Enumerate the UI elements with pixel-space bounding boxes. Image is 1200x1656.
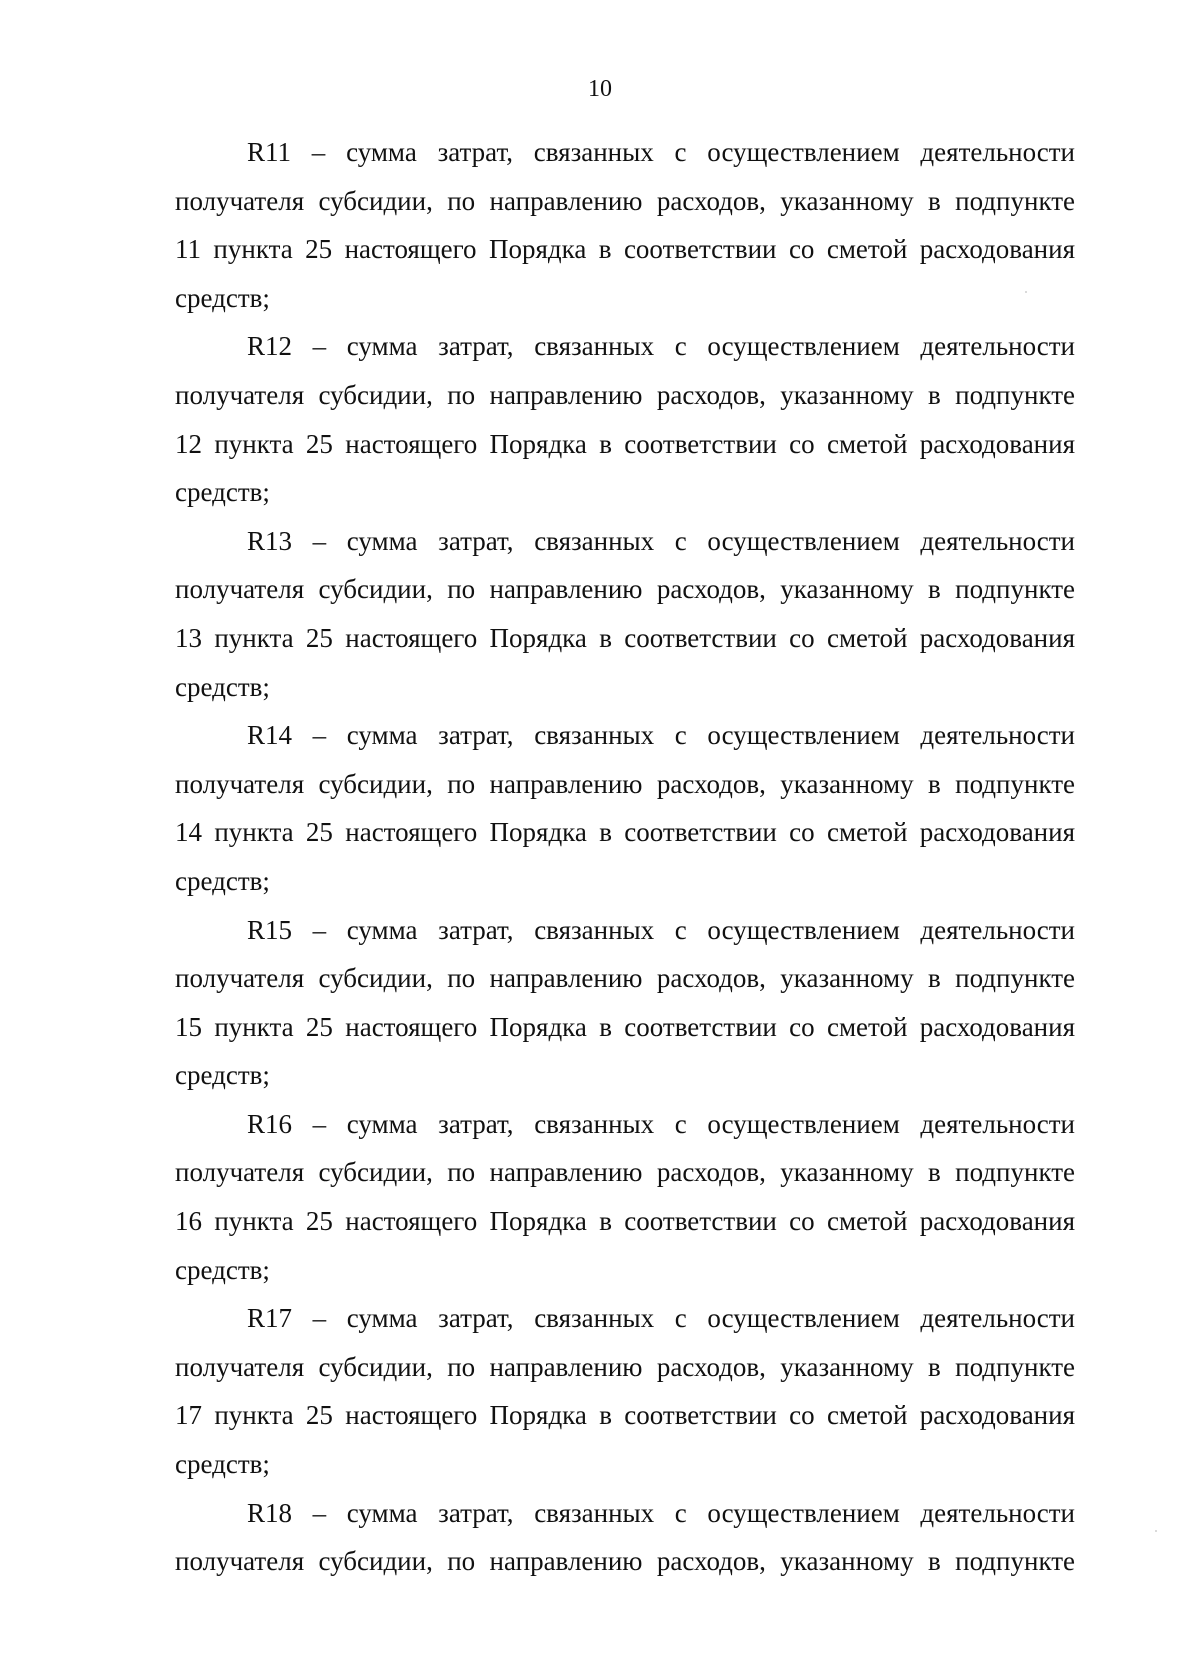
paragraph-r14 [175, 711, 1075, 905]
paragraph-line: получателя субсидии, по направлению расходов, указанному в подпункте [175, 574, 1075, 605]
paragraph-line: получателя субсидии, по направлению расходов, указанному в подпункте [175, 1546, 1075, 1577]
paragraph-first-line: R15 – сумма затрат, связанных с осуществлением деятельности [247, 914, 1075, 945]
paragraph-line: средств; [175, 1449, 270, 1480]
paragraph-r11 [175, 128, 1075, 322]
paragraph-first-line: R17 – сумма затрат, связанных с осуществлением деятельности [247, 1303, 1075, 1334]
paragraph-line: 11 пункта 25 настоящего Порядка в соответствии со сметой расходования [175, 234, 1075, 265]
paragraph-line: средств; [175, 477, 270, 508]
paragraph-line: получателя субсидии, по направлению расходов, указанному в подпункте [175, 1351, 1075, 1382]
paragraph-first-line: R18 – сумма затрат, связанных с осуществлением деятельности [247, 1497, 1075, 1528]
paragraph-r13 [175, 517, 1075, 711]
paragraph-line: получателя субсидии, по направлению расходов, указанному в подпункте [175, 185, 1075, 216]
paragraph-line: 14 пункта 25 настоящего Порядка в соответствии со сметой расходования [175, 817, 1075, 848]
paragraph-line: 15 пункта 25 настоящего Порядка в соответствии со сметой расходования [175, 1011, 1075, 1042]
paragraph-first-line: R14 – сумма затрат, связанных с осуществлением деятельности [247, 720, 1075, 751]
scan-speck [1155, 1530, 1157, 1532]
paragraph-line: получателя субсидии, по направлению расходов, указанному в подпункте [175, 963, 1075, 994]
paragraph-r15 [175, 906, 1075, 1100]
paragraph-line: получателя субсидии, по направлению расходов, указанному в подпункте [175, 1157, 1075, 1188]
paragraph-line: средств; [175, 1060, 270, 1091]
paragraph-line: средств; [175, 865, 270, 896]
paragraph-line: средств; [175, 282, 270, 313]
paragraph-r16 [175, 1100, 1075, 1294]
paragraph-r17 [175, 1294, 1075, 1488]
scan-speck [1025, 291, 1027, 293]
paragraph-line: 12 пункта 25 настоящего Порядка в соответствии со сметой расходования [175, 428, 1075, 459]
paragraph-line: средств; [175, 671, 270, 702]
paragraph-line: получателя субсидии, по направлению расходов, указанному в подпункте [175, 768, 1075, 799]
paragraph-first-line: R13 – сумма затрат, связанных с осуществлением деятельности [247, 525, 1075, 556]
paragraph-line: получателя субсидии, по направлению расходов, указанному в подпункте [175, 379, 1075, 410]
paragraph-first-line: R11 – сумма затрат, связанных с осуществлением деятельности [247, 137, 1075, 167]
paragraph-first-line: R16 – сумма затрат, связанных с осуществлением деятельности [247, 1108, 1075, 1139]
paragraph-line: 17 пункта 25 настоящего Порядка в соответствии со сметой расходования [175, 1400, 1075, 1431]
paragraph-r12 [175, 322, 1075, 516]
document-body [175, 128, 1075, 1586]
page-number: 10 [588, 76, 612, 102]
paragraph-r18 [175, 1489, 1075, 1586]
paragraph-line: средств; [175, 1254, 270, 1285]
paragraph-first-line: R12 – сумма затрат, связанных с осуществлением деятельности [247, 331, 1075, 362]
paragraph-line: 16 пункта 25 настоящего Порядка в соответствии со сметой расходования [175, 1206, 1075, 1237]
paragraph-line: 13 пункта 25 настоящего Порядка в соответствии со сметой расходования [175, 622, 1075, 653]
